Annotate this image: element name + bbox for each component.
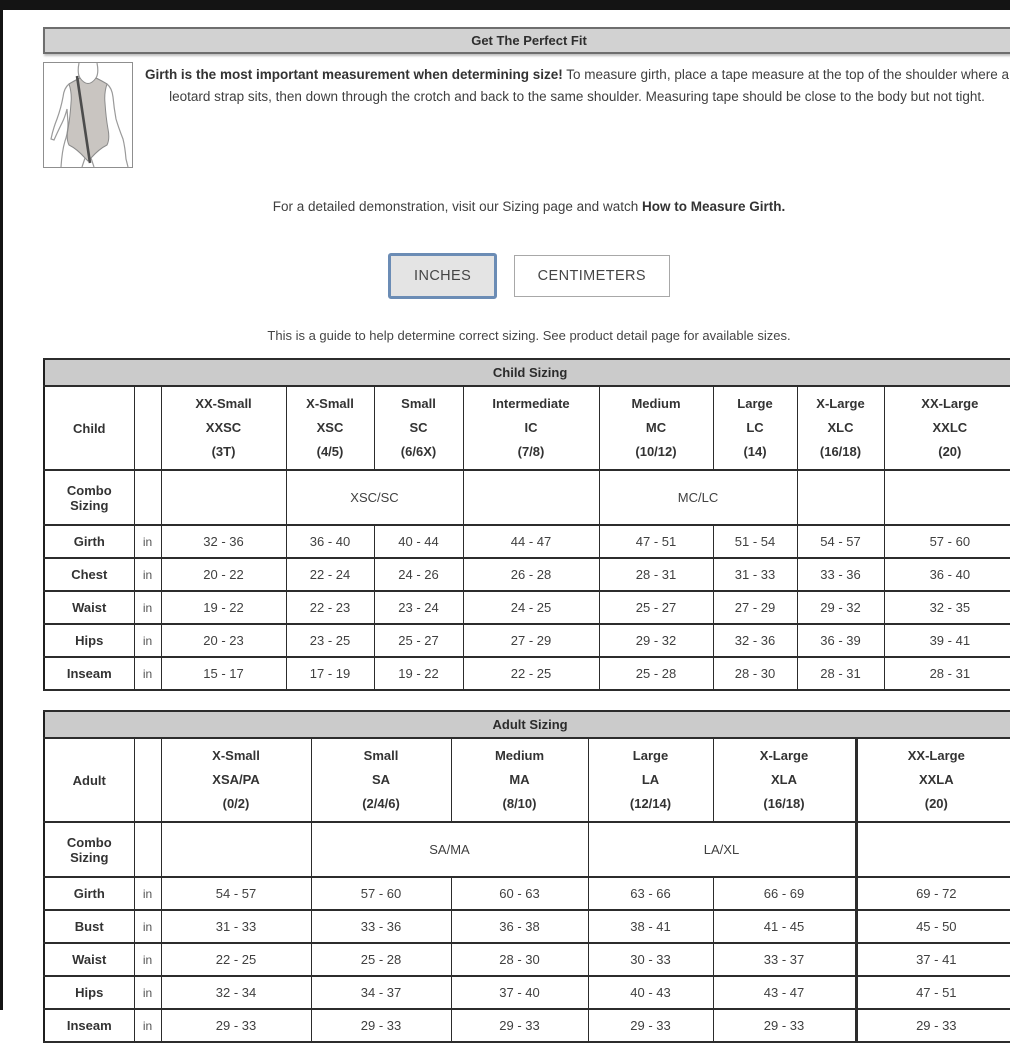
size-column-header: Intermediate IC (7/8): [463, 386, 599, 470]
measurement-value-cell: 37 - 40: [451, 976, 588, 1009]
measurement-row-label: Girth: [44, 877, 134, 910]
measurement-value-cell: 36 - 39: [797, 624, 884, 657]
measurement-value-cell: 17 - 19: [286, 657, 374, 690]
measurement-value-cell: 60 - 63: [451, 877, 588, 910]
unit-cell: in: [134, 1009, 161, 1042]
measurement-value-cell: 31 - 33: [713, 558, 797, 591]
combo-sizing-cell: XSC/SC: [286, 470, 463, 525]
measurement-value-cell: 23 - 24: [374, 591, 463, 624]
unit-cell: in: [134, 976, 161, 1009]
combo-empty-cell: [856, 822, 1010, 877]
measurement-value-cell: 36 - 40: [286, 525, 374, 558]
girth-instructions-text: [133, 62, 1010, 168]
measurement-value-cell: 25 - 27: [374, 624, 463, 657]
demo-prefix-text: For a detailed demonstration, visit our Sizing page and watch: [272, 199, 642, 214]
girth-instructions-body: To measure girth, place a tape measure at the top of the shoulder where a leotard strap sits, then down through the crotch and back to the same shoulder. Measuring tape should be close to the body but not tight.: [169, 67, 1010, 104]
measurement-value-cell: 30 - 33: [588, 943, 713, 976]
girth-intro-section: [43, 62, 1010, 168]
measurement-value-cell: 45 - 50: [856, 910, 1010, 943]
measurement-row-label: Girth: [44, 525, 134, 558]
measurement-value-cell: 29 - 32: [797, 591, 884, 624]
measurement-value-cell: 33 - 36: [311, 910, 451, 943]
combo-unit-cell: [134, 470, 161, 525]
size-column-header: Medium MA (8/10): [451, 738, 588, 822]
combo-empty-cell: [884, 470, 1010, 525]
unit-cell: in: [134, 591, 161, 624]
measurement-value-cell: 28 - 31: [599, 558, 713, 591]
size-column-header: XX-Large XXLA (20): [856, 738, 1010, 822]
measurement-value-cell: 44 - 47: [463, 525, 599, 558]
size-column-header: XX-Small XXSC (3T): [161, 386, 286, 470]
measurement-value-cell: 31 - 33: [161, 910, 311, 943]
measurement-value-cell: 28 - 31: [797, 657, 884, 690]
measurement-value-cell: 22 - 23: [286, 591, 374, 624]
demo-instruction-line: [43, 199, 1010, 214]
measurement-value-cell: 27 - 29: [463, 624, 599, 657]
measurement-value-cell: 47 - 51: [599, 525, 713, 558]
table-title: Adult Sizing: [44, 711, 1010, 738]
measurement-row-label: Hips: [44, 624, 134, 657]
measurement-value-cell: 32 - 35: [884, 591, 1010, 624]
measurement-value-cell: 41 - 45: [713, 910, 856, 943]
unit-cell: in: [134, 657, 161, 690]
combo-sizing-row-label: Combo Sizing: [44, 470, 134, 525]
measurement-value-cell: 57 - 60: [311, 877, 451, 910]
size-column-header: Small SC (6/6X): [374, 386, 463, 470]
measurement-value-cell: 28 - 30: [713, 657, 797, 690]
table-group-label: Adult: [44, 738, 134, 822]
measurement-value-cell: 15 - 17: [161, 657, 286, 690]
combo-sizing-row-label: Combo Sizing: [44, 822, 134, 877]
combo-unit-cell: [134, 822, 161, 877]
unit-cell: in: [134, 525, 161, 558]
measurement-value-cell: 40 - 44: [374, 525, 463, 558]
table-title: Child Sizing: [44, 359, 1010, 386]
measurement-value-cell: 33 - 36: [797, 558, 884, 591]
measurement-value-cell: 24 - 25: [463, 591, 599, 624]
measurement-value-cell: 29 - 33: [161, 1009, 311, 1042]
page-title: Get The Perfect Fit: [43, 27, 1010, 54]
measurement-value-cell: 32 - 34: [161, 976, 311, 1009]
measurement-value-cell: 25 - 27: [599, 591, 713, 624]
adult-sizing-table: [43, 710, 1010, 1043]
unit-cell: in: [134, 624, 161, 657]
size-column-header: XX-Large XXLC (20): [884, 386, 1010, 470]
measurement-value-cell: 47 - 51: [856, 976, 1010, 1009]
measurement-value-cell: 28 - 31: [884, 657, 1010, 690]
size-column-header: Large LA (12/14): [588, 738, 713, 822]
measurement-value-cell: 34 - 37: [311, 976, 451, 1009]
measurement-value-cell: 37 - 41: [856, 943, 1010, 976]
measurement-value-cell: 43 - 47: [713, 976, 856, 1009]
unit-column-header: [134, 386, 161, 470]
measurement-value-cell: 39 - 41: [884, 624, 1010, 657]
unit-toggle: [43, 253, 1010, 299]
unit-cell: in: [134, 877, 161, 910]
measurement-row-label: Chest: [44, 558, 134, 591]
size-column-header: X-Large XLA (16/18): [713, 738, 856, 822]
measurement-value-cell: 22 - 25: [463, 657, 599, 690]
table-group-label: Child: [44, 386, 134, 470]
measurement-value-cell: 32 - 36: [713, 624, 797, 657]
measurement-row-label: Waist: [44, 943, 134, 976]
size-column-header: Medium MC (10/12): [599, 386, 713, 470]
measurement-value-cell: 25 - 28: [599, 657, 713, 690]
measurement-value-cell: 54 - 57: [797, 525, 884, 558]
measurement-value-cell: 23 - 25: [286, 624, 374, 657]
combo-empty-cell: [161, 822, 311, 877]
measurement-value-cell: 29 - 33: [713, 1009, 856, 1042]
unit-column-header: [134, 738, 161, 822]
combo-empty-cell: [797, 470, 884, 525]
combo-sizing-cell: LA/XL: [588, 822, 856, 877]
measurement-row-label: Hips: [44, 976, 134, 1009]
child-sizing-table: [43, 358, 1010, 691]
measurement-value-cell: 19 - 22: [374, 657, 463, 690]
combo-sizing-cell: SA/MA: [311, 822, 588, 877]
measurement-value-cell: 54 - 57: [161, 877, 311, 910]
measurement-row-label: Inseam: [44, 1009, 134, 1042]
measurement-value-cell: 19 - 22: [161, 591, 286, 624]
combo-empty-cell: [463, 470, 599, 525]
measurement-value-cell: 29 - 33: [451, 1009, 588, 1042]
measurement-value-cell: 29 - 33: [856, 1009, 1010, 1042]
sizing-guide-note: This is a guide to help determine correct sizing. See product detail page for available sizes.: [267, 328, 791, 343]
measurement-value-cell: 20 - 23: [161, 624, 286, 657]
sizing-guide-page: [43, 10, 1010, 1043]
unit-cell: in: [134, 943, 161, 976]
measurement-value-cell: 57 - 60: [884, 525, 1010, 558]
size-column-header: X-Large XLC (16/18): [797, 386, 884, 470]
combo-sizing-cell: MC/LC: [599, 470, 797, 525]
measurement-value-cell: 33 - 37: [713, 943, 856, 976]
window-frame-left-edge: [0, 0, 3, 1010]
measurement-value-cell: 24 - 26: [374, 558, 463, 591]
unit-cell: in: [134, 910, 161, 943]
measurement-value-cell: 36 - 40: [884, 558, 1010, 591]
measurement-value-cell: 66 - 69: [713, 877, 856, 910]
measurement-value-cell: 26 - 28: [463, 558, 599, 591]
measurement-value-cell: 20 - 22: [161, 558, 286, 591]
measurement-value-cell: 29 - 33: [588, 1009, 713, 1042]
measurement-value-cell: 69 - 72: [856, 877, 1010, 910]
measurement-value-cell: 36 - 38: [451, 910, 588, 943]
size-column-header: Large LC (14): [713, 386, 797, 470]
measurement-value-cell: 25 - 28: [311, 943, 451, 976]
centimeters-button[interactable]: CENTIMETERS: [514, 255, 670, 297]
measurement-row-label: Waist: [44, 591, 134, 624]
measurement-row-label: Bust: [44, 910, 134, 943]
girth-instructions-bold: Girth is the most important measurement when determining size!: [144, 67, 563, 82]
inches-button[interactable]: INCHES: [388, 253, 497, 299]
measurement-value-cell: 22 - 25: [161, 943, 311, 976]
measurement-value-cell: 27 - 29: [713, 591, 797, 624]
combo-empty-cell: [161, 470, 286, 525]
size-column-header: X-Small XSA/PA (0/2): [161, 738, 311, 822]
how-to-measure-girth-text: How to Measure Girth.: [641, 199, 786, 214]
size-column-header: Small SA (2/4/6): [311, 738, 451, 822]
measurement-value-cell: 28 - 30: [451, 943, 588, 976]
measurement-value-cell: 29 - 32: [599, 624, 713, 657]
leotard-figure-illustration: [44, 63, 132, 167]
window-frame-top-bar: [0, 0, 1010, 10]
measurement-value-cell: 63 - 66: [588, 877, 713, 910]
leotard-measurement-diagram: [43, 62, 133, 168]
measurement-value-cell: 40 - 43: [588, 976, 713, 1009]
measurement-value-cell: 32 - 36: [161, 525, 286, 558]
measurement-value-cell: 38 - 41: [588, 910, 713, 943]
measurement-row-label: Inseam: [44, 657, 134, 690]
measurement-value-cell: 51 - 54: [713, 525, 797, 558]
measurement-value-cell: 22 - 24: [286, 558, 374, 591]
size-column-header: X-Small XSC (4/5): [286, 386, 374, 470]
unit-cell: in: [134, 558, 161, 591]
measurement-value-cell: 29 - 33: [311, 1009, 451, 1042]
